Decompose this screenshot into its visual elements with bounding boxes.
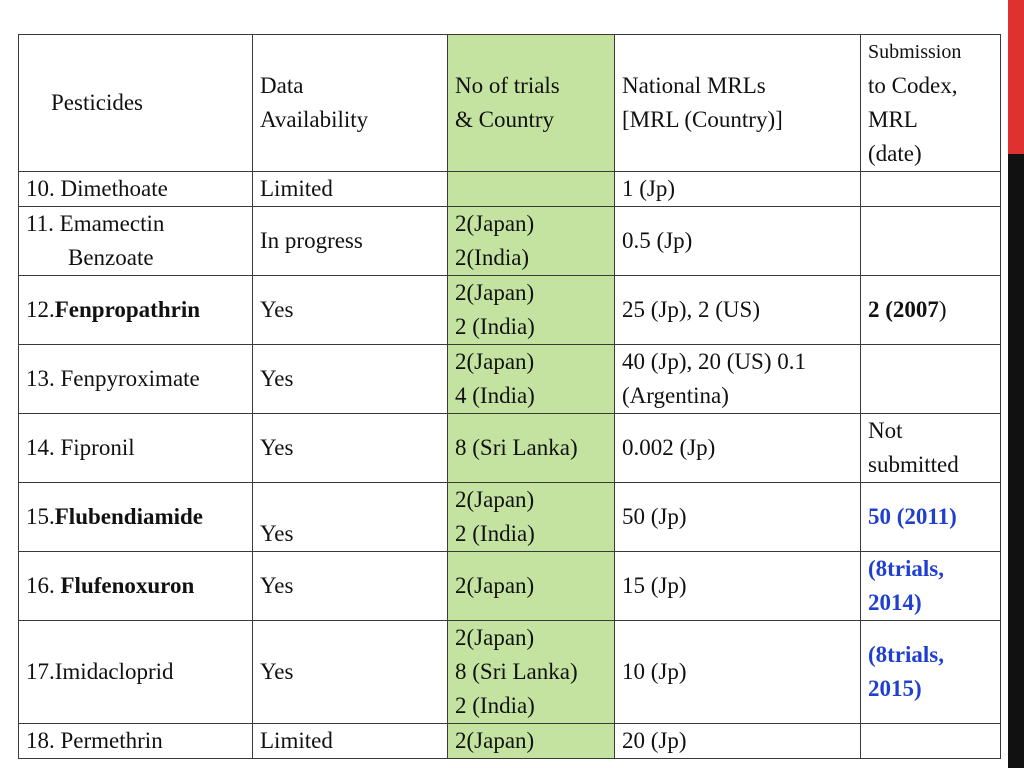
slide-side-accent [1008, 0, 1024, 154]
pesticide-cell: 18. Permethrin [19, 724, 253, 759]
mrl-cell: 40 (Jp), 20 (US) 0.1 (Argentina) [615, 345, 861, 414]
table-row [19, 414, 1001, 483]
mrl-cell: 0.5 (Jp) [615, 207, 861, 276]
pesticide-mrl-table [18, 34, 1001, 759]
table-header-row [19, 35, 1001, 172]
codex-cell [861, 345, 1001, 414]
table-row [19, 552, 1001, 621]
trials-cell: 2(Japan) [448, 724, 615, 759]
codex-cell: (8trials, 2015) [861, 621, 1001, 724]
pesticide-cell: 10. Dimethoate [19, 172, 253, 207]
slide-side-bar [1008, 0, 1024, 768]
table-row [19, 621, 1001, 724]
trials-cell: 2(Japan) [448, 552, 615, 621]
trials-cell: 2(Japan) 2 (India) [448, 276, 615, 345]
table-row [19, 345, 1001, 414]
availability-cell: Yes [253, 414, 448, 483]
trials-cell: 8 (Sri Lanka) [448, 414, 615, 483]
header-codex: Submission to Codex, MRL (date) [861, 35, 1001, 172]
trials-cell: 2(Japan) 8 (Sri Lanka) 2 (India) [448, 621, 615, 724]
trials-cell: 2(Japan) 4 (India) [448, 345, 615, 414]
availability-cell: Yes [253, 621, 448, 724]
trials-cell: 2(Japan) 2 (India) [448, 483, 615, 552]
availability-cell: Yes [253, 483, 448, 552]
mrl-cell: 10 (Jp) [615, 621, 861, 724]
header-pesticides: Pesticides [19, 35, 253, 172]
table-row [19, 483, 1001, 552]
availability-cell: Limited [253, 172, 448, 207]
pesticide-cell: 12.Fenpropathrin [19, 276, 253, 345]
mrl-cell: 25 (Jp), 2 (US) [615, 276, 861, 345]
pesticide-cell: 16. Flufenoxuron [19, 552, 253, 621]
availability-cell: Yes [253, 552, 448, 621]
table-row [19, 724, 1001, 759]
codex-cell: 50 (2011) [861, 483, 1001, 552]
codex-cell [861, 172, 1001, 207]
mrl-cell: 20 (Jp) [615, 724, 861, 759]
mrl-cell: 1 (Jp) [615, 172, 861, 207]
mrl-cell: 15 (Jp) [615, 552, 861, 621]
header-data-availability: Data Availability [253, 35, 448, 172]
pesticide-cell: 15.Flubendiamide [19, 483, 253, 552]
availability-cell: Yes [253, 345, 448, 414]
codex-cell: 2 (2007) [861, 276, 1001, 345]
availability-cell: Limited [253, 724, 448, 759]
pesticide-cell: 13. Fenpyroximate [19, 345, 253, 414]
availability-cell: Yes [253, 276, 448, 345]
pesticide-cell: 11. Emamectin Benzoate [19, 207, 253, 276]
table-row [19, 276, 1001, 345]
header-national-mrls: National MRLs [MRL (Country)] [615, 35, 861, 172]
mrl-cell: 0.002 (Jp) [615, 414, 861, 483]
trials-cell: 2(Japan) 2(India) [448, 207, 615, 276]
header-trials: No of trials & Country [448, 35, 615, 172]
codex-cell [861, 207, 1001, 276]
codex-cell: (8trials, 2014) [861, 552, 1001, 621]
pesticide-cell: 17.Imidacloprid [19, 621, 253, 724]
trials-cell [448, 172, 615, 207]
mrl-cell: 50 (Jp) [615, 483, 861, 552]
pesticide-cell: 14. Fipronil [19, 414, 253, 483]
availability-cell: In progress [253, 207, 448, 276]
codex-cell [861, 724, 1001, 759]
table-row [19, 207, 1001, 276]
table-row [19, 172, 1001, 207]
codex-cell: Not submitted [861, 414, 1001, 483]
